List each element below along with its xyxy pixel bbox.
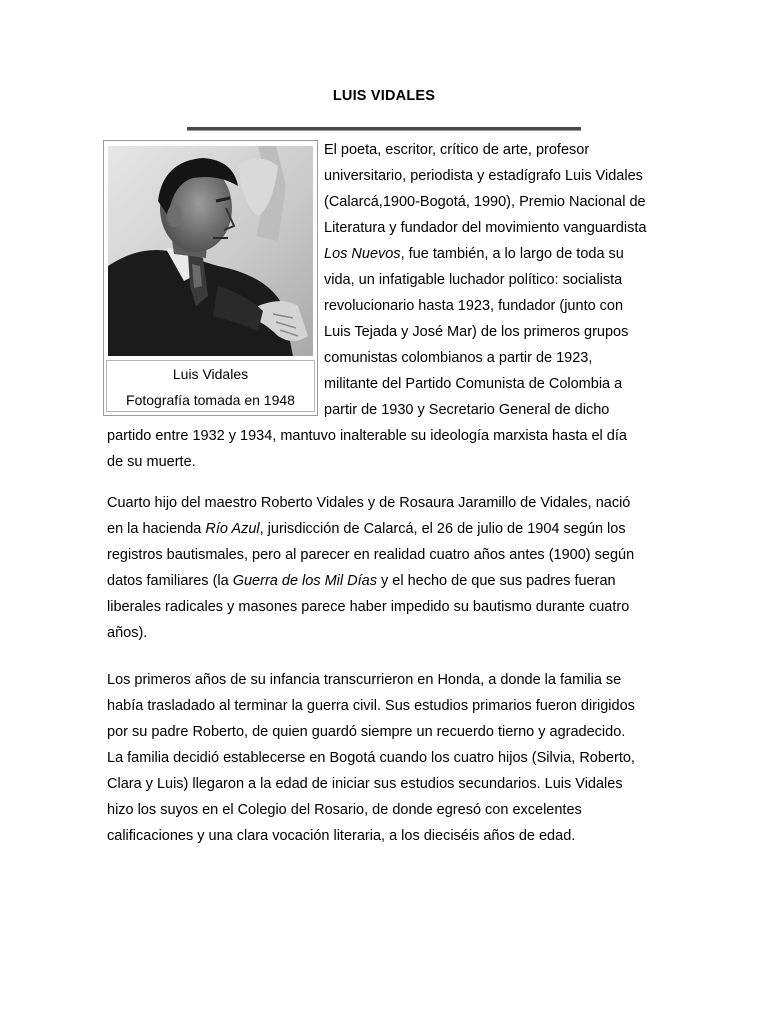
page-title: LUIS VIDALES	[332, 88, 436, 104]
portrait-photo	[108, 146, 313, 356]
text-line: Luis Tejada y José Mar) de los primeros grupos	[324, 324, 629, 340]
text-line: registros bautismales, pero al parecer en realidad cuatro años antes (1900) según	[107, 547, 635, 563]
text-line	[107, 516, 634, 542]
paragraph-2	[107, 490, 634, 646]
portrait-figure	[103, 140, 318, 416]
italic-term: Río Azul	[205, 521, 260, 537]
text-run: datos familiares (la	[107, 573, 233, 589]
text-line: El poeta, escritor, crítico de arte, profesor	[324, 142, 590, 158]
paragraph-1-full	[107, 423, 627, 475]
text-line: calificaciones y una clara vocación literaria, a los dieciséis años de edad.	[107, 828, 576, 844]
text-line: Clara y Luis) llegaron a la edad de iniciar sus estudios secundarios. Luis Vidales	[107, 776, 623, 792]
paragraph-3	[107, 667, 635, 849]
text-line: por su padre Roberto, de quien guardó siempre un recuerdo tierno y agradecido.	[107, 724, 626, 740]
text-line: hizo los suyos en el Colegio del Rosario, de donde egresó con excelentes	[107, 802, 582, 818]
text-line: partir de 1930 y Secretario General de dicho	[324, 402, 610, 418]
text-line: La familia decidió establecerse en Bogotá cuando los cuatro hijos (Silvia, Roberto,	[107, 750, 635, 766]
text-run: en la hacienda	[107, 521, 206, 537]
text-line: militante del Partido Comunista de Colombia a	[324, 376, 623, 392]
text-line: comunistas colombianos a partir de 1923,	[324, 350, 593, 366]
italic-term: Guerra de los Mil Días	[232, 573, 377, 589]
text-line: había trasladado al terminar la guerra civil. Sus estudios primarios fueron dirigidos	[107, 698, 635, 714]
text-line: (Calarcá,1900-Bogotá, 1990), Premio Nacional de	[324, 194, 646, 210]
text-line: revolucionario hasta 1923, fundador (junto con	[324, 298, 624, 314]
text-run: y el hecho de que sus padres fueran	[376, 573, 616, 589]
text-line: Los primeros años de su infancia transcurrieron en Honda, a donde la familia se	[107, 672, 622, 688]
caption-note: Fotografía tomada en 1948	[126, 392, 295, 408]
text-line: Literatura y fundador del movimiento vanguardista	[324, 220, 647, 236]
text-line: partido entre 1932 y 1934, mantuvo inalterable su ideología marxista hasta el día	[107, 428, 627, 444]
text-line: Cuarto hijo del maestro Roberto Vidales y de Rosaura Jaramillo de Vidales, nació	[107, 495, 631, 511]
paragraph-1-wrapped	[324, 137, 646, 423]
title-divider	[187, 127, 581, 131]
text-line	[107, 568, 634, 594]
italic-term: Los Nuevos	[324, 246, 401, 262]
text-run: , jurisdicción de Calarcá, el 26 de julio de 1904 según los	[259, 521, 626, 537]
caption-name: Luis Vidales	[172, 366, 249, 382]
text-line: de su muerte.	[107, 454, 196, 470]
text-line	[324, 241, 646, 267]
text-line: vida, un infatigable luchador político: socialista	[324, 272, 623, 288]
text-line: años).	[107, 625, 148, 641]
text-line: universitario, periodista y estadígrafo Luis Vidales	[324, 168, 643, 184]
text-line: liberales radicales y masones parece haber impedido su bautismo durante cuatro	[107, 599, 630, 615]
portrait-caption	[106, 360, 315, 412]
portrait-image	[108, 146, 313, 356]
text-run: , fue también, a lo largo de toda su	[400, 246, 624, 262]
